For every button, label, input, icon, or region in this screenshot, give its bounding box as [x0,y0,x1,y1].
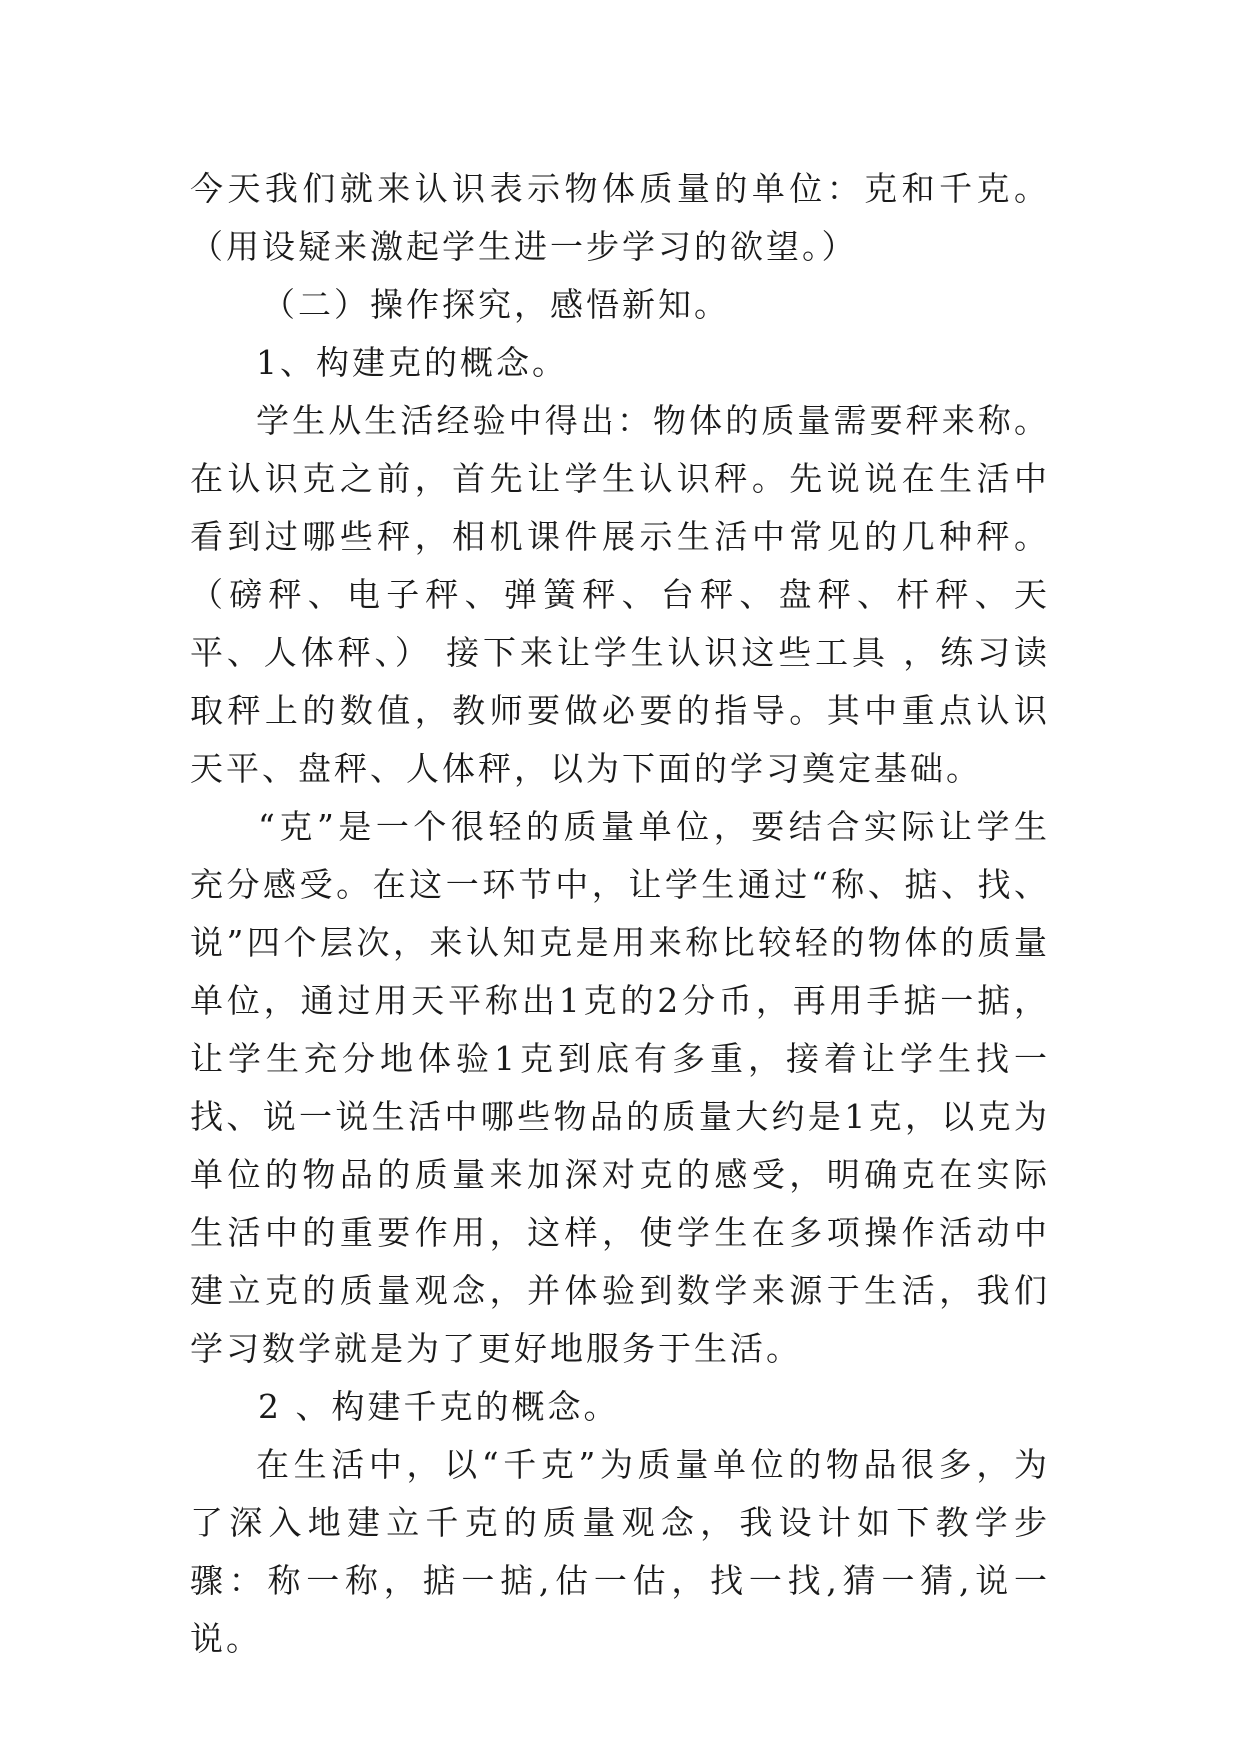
paragraph-intro: 今天我们就来认识表示物体质量的单位：克和千克。（用设疑来激起学生进一步学习的欲望。） [190,169,1050,266]
section-heading: （二）操作探究，感悟新知。 [262,285,730,324]
paragraph-kilogram: 在生活中，以“千克”为质量单位的物品很多，为了深入地建立千克的质量观念，我设计如下教学步骤：称一称，掂一掂,估一估，找一找,猜一猜,说一说。 [190,1445,1050,1658]
subheading-kilogram-concept: 2 、构建千克的概念。 [258,1387,620,1426]
paragraph-scales: 学生从生活经验中得出：物体的质量需要秤来称。在认识克之前，首先让学生认识秤。先说说在生活中看到过哪些秤，相机课件展示生活中常见的几种秤。（磅秤、电子秤、弹簧秤、台秤、盘秤、杆秤、天平、人体秤、） 接下来让学生认识这些工具 ，练习读取秤上的数值，教师要做必要的指导。其中重点认识天平、盘秤、人体秤，以为下面的学习奠定基础。 [190,401,1050,788]
document-body [190,160,1050,1668]
subheading-gram-concept: 1、构建克的概念。 [256,343,568,382]
paragraph-gram: “克”是一个很轻的质量单位，要结合实际让学生充分感受。在这一环节中，让学生通过“称、掂、找、说”四个层次，来认知克是用来称比较轻的物体的质量单位，通过用天平称出1克的2分币，再用手掂一掂，让学生充分地体验1克到底有多重，接着让学生找一找、说一说生活中哪些物品的质量大约是1克，以克为单位的物品的质量来加深对克的感受，明确克在实际生活中的重要作用，这样，使学生在多项操作活动中建立克的质量观念，并体验到数学来源于生活，我们学习数学就是为了更好地服务于生活。 [190,807,1050,1368]
